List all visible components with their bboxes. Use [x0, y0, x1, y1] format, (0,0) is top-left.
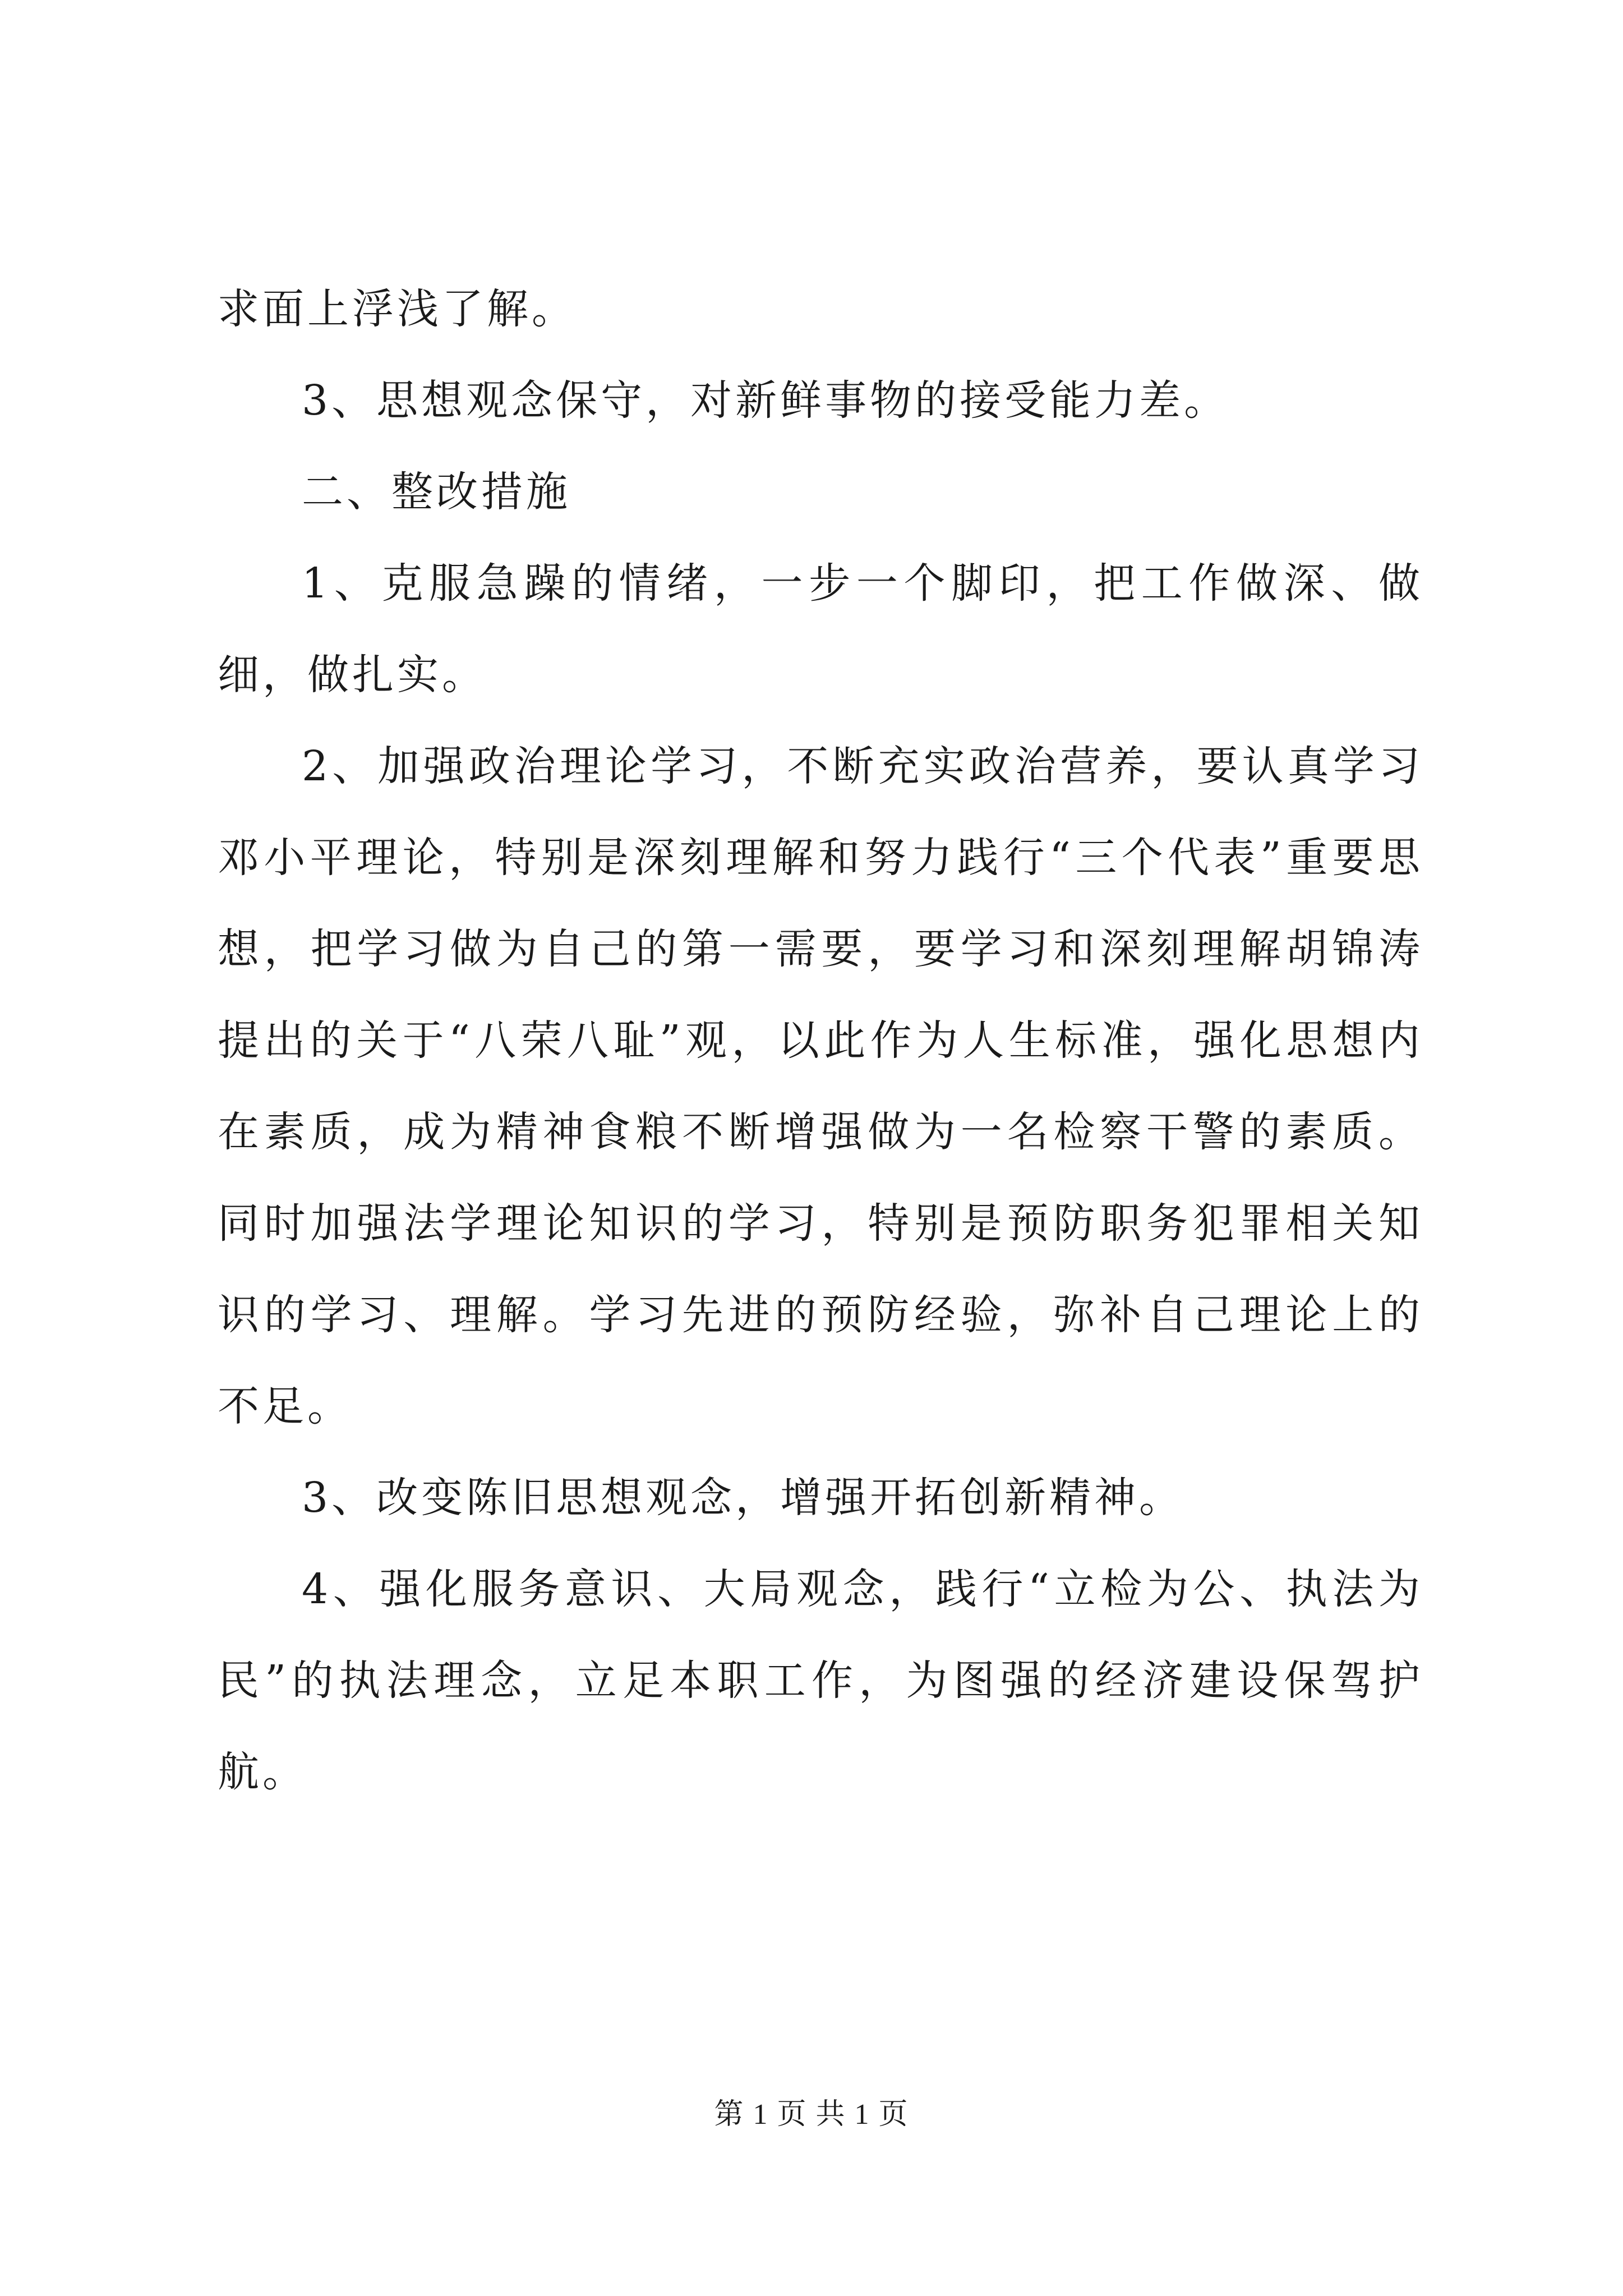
paragraph-measure-4: 4、强化服务意识、大局观念，践行“立检为公、执法为民”的执法理念，立足本职工作，为图强的经济建设保驾护航。	[218, 1565, 1423, 1796]
section-heading-rectification-measures: 二、整改措施	[302, 468, 571, 516]
paragraph-measure-3: 3、改变陈旧思想观念，增强开拓创新精神。	[302, 1474, 1184, 1522]
paragraph-item-3-conservative-thinking: 3、思想观念保守，对新鲜事物的接受能力差。	[302, 376, 1229, 425]
page-footer: 第 1 页 共 1 页	[714, 2099, 909, 2131]
paragraph-measure-1: 1、克服急躁的情绪，一步一个脚印，把工作做深、做细，做扎实。	[218, 559, 1423, 699]
paragraph-continuation: 求面上浮浅了解。	[218, 285, 577, 333]
paragraph-measure-2: 2、加强政治理论学习，不断充实政治营养，要认真学习邓小平理论，特别是深刻理解和努力践行“三个代表”重要思想，把学习做为自己的第一需要，要学习和深刻理解胡锦涛提出的关于“八荣八耻”观，以此作为人生标准，强化思想内在素质，成为精神食粮不断增强做为一名检察干警的素质。同时加强法学理论知识的学习，特别是预防职务犯罪相关知识的学习、理解。学习先进的预防经验，弥补自己理论上的不足。	[218, 742, 1423, 1430]
document-body	[218, 264, 1423, 1818]
